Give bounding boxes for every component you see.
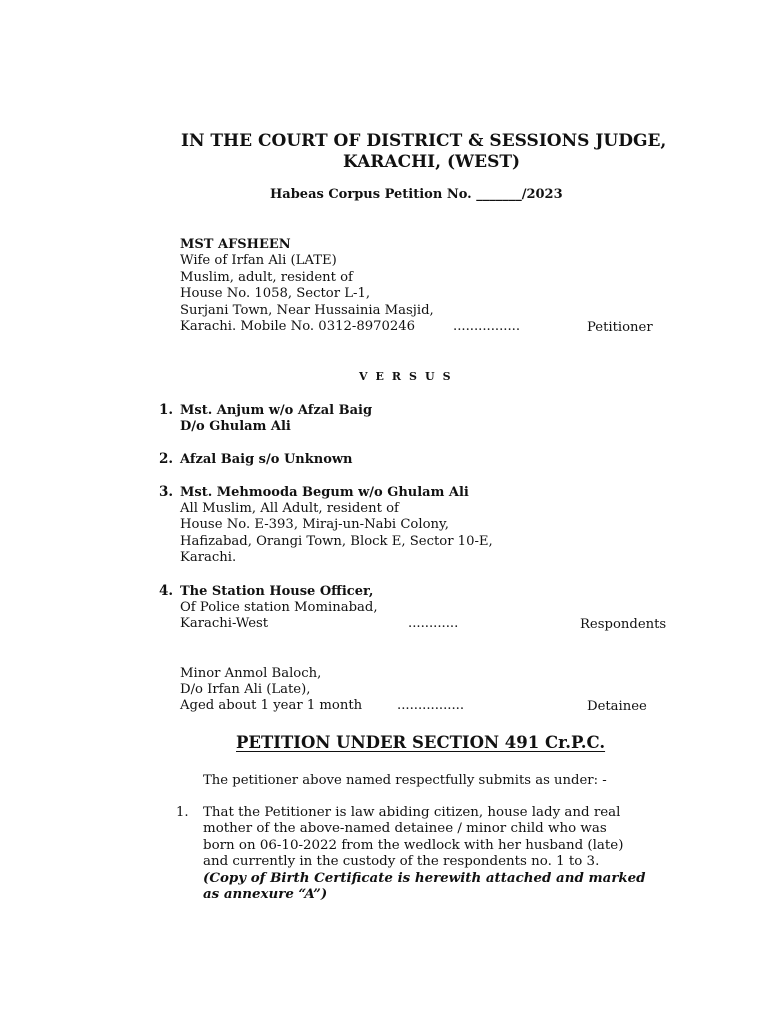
detainee-line: Aged about 1 year 1 month — [180, 698, 363, 713]
paragraph-line: mother of the above-named detainee / minor child who was — [203, 821, 607, 837]
paragraph-body — [203, 805, 677, 903]
detainee-line: Minor Anmol Baloch, — [180, 666, 322, 681]
petitioner-line: House No. 1058, Sector L-1, — [180, 286, 371, 301]
respondent-number: 1. — [159, 402, 174, 418]
versus-heading: VERSUS — [359, 370, 459, 383]
respondent-address-line: Karachi-West — [180, 616, 269, 631]
respondent-number: 3. — [159, 484, 174, 500]
respondent-name: D/o Ghulam Ali — [180, 419, 291, 434]
detainee-dots: ................ — [397, 698, 465, 713]
paragraph-note-line: as annexure “A”) — [203, 886, 328, 903]
petitioner-dots: ................ — [453, 319, 521, 334]
paragraph-line: That the Petitioner is law abiding citizen, house lady and real — [203, 805, 621, 820]
respondent-name: Mst. Mehmooda Begum w/o Ghulam Ali — [180, 485, 469, 500]
respondent-name: Afzal Baig s/o Unknown — [180, 452, 353, 467]
paragraph-number: 1. — [176, 805, 189, 820]
respondent-name: The Station House Officer, — [180, 584, 374, 599]
petitioner-line: Muslim, adult, resident of — [180, 270, 353, 285]
court-heading-line-1: IN THE COURT OF DISTRICT & SESSIONS JUDGE, — [181, 131, 667, 151]
court-heading-line-2: KARACHI, (WEST) — [343, 152, 521, 172]
detainee-line: D/o Irfan Ali (Late), — [180, 682, 311, 697]
respondents-role: Respondents — [580, 617, 667, 632]
petition-number: Habeas Corpus Petition No. _______/2023 — [270, 187, 563, 202]
respondent-address-line: All Muslim, All Adult, resident of — [180, 501, 399, 516]
petition-title: PETITION UNDER SECTION 491 Cr.P.C. — [236, 733, 606, 752]
respondents-dots: ............ — [408, 616, 459, 631]
intro-text: The petitioner above named respectfully submits as under: - — [203, 773, 607, 788]
respondent-address-line: Of Police station Mominabad, — [180, 600, 378, 615]
petitioner-name: MST AFSHEEN — [180, 237, 291, 252]
paragraph-line: born on 06-10-2022 from the wedlock with her husband (late) — [203, 837, 624, 853]
paragraph-line: and currently in the custody of the respondents no. 1 to 3. — [203, 853, 600, 869]
respondent-number: 2. — [159, 451, 174, 467]
paragraph-note-line: (Copy of Birth Certificate is herewith attached and marked — [203, 870, 646, 887]
respondent-number: 4. — [159, 583, 174, 599]
detainee-role: Detainee — [587, 699, 647, 714]
respondent-address-line: Karachi. — [180, 550, 237, 565]
petitioner-line: Surjani Town, Near Hussainia Masjid, — [180, 303, 434, 318]
petitioner-line: Karachi. Mobile No. 0312-8970246 — [180, 319, 416, 334]
petitioner-line: Wife of Irfan Ali (LATE) — [180, 253, 337, 268]
respondent-name: Mst. Anjum w/o Afzal Baig — [180, 403, 373, 418]
respondent-address-line: House No. E-393, Miraj-un-Nabi Colony, — [180, 517, 449, 532]
respondent-address-line: Hafizabad, Orangi Town, Block E, Sector 10-E, — [180, 534, 493, 549]
petitioner-role: Petitioner — [587, 320, 653, 335]
